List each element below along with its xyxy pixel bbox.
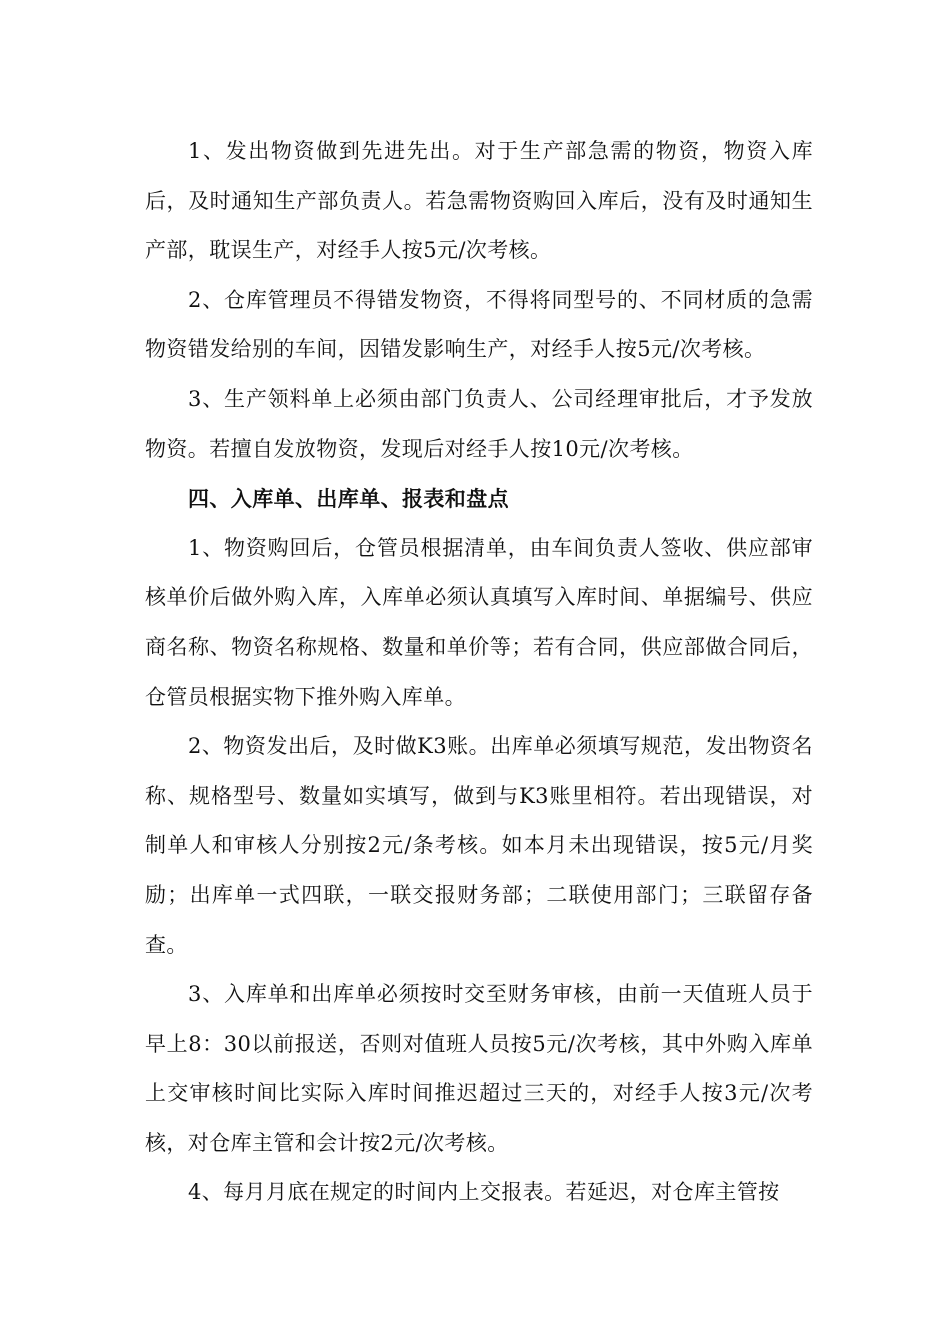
paragraph-monthly-report: 4、每月月底在规定的时间内上交报表。若延迟，对仓库主管按 bbox=[188, 1180, 780, 1205]
paragraph-purchase-receipt: 1、物资购回后，仓管员根据清单，由车间负责人签收、供应部审核单价后做外购入库，入库单必须认真填写入库时间、单据编号、供应商名称、物资名称规格、数量和单价等；若有合同，供应部做合同后，仓管员根据实物下推外购入库单。 bbox=[145, 535, 813, 709]
paragraph-no-wrong-issue: 2、仓库管理员不得错发物资，不得将同型号的、不同材质的急需物资错发给别的车间，因错发影响生产，对经手人按5元/次考核。 bbox=[145, 287, 813, 362]
paragraph-k3-issue-slip: 2、物资发出后，及时做K3账。出库单必须填写规范，发出物资名称、规格型号、数量如实填写，做到与K3账里相符。若出现错误，对制单人和审核人分别按2元/条考核。如本月未出现错误，按5元/月奖励；出库单一式四联，一联交报财务部；二联使用部门；三联留存备查。 bbox=[145, 734, 813, 957]
document-body bbox=[145, 127, 813, 1218]
paragraph-issue-fifo: 1、发出物资做到先进先出。对于生产部急需的物资，物资入库后，及时通知生产部负责人。若急需物资购回入库后，没有及时通知生产部，耽误生产，对经手人按5元/次考核。 bbox=[145, 139, 813, 263]
section-heading-receipts-reports: 四、入库单、出库单、报表和盘点 bbox=[188, 486, 509, 512]
paragraph-submit-for-audit: 3、入库单和出库单必须按时交至财务审核，由前一天值班人员于早上8：30以前报送，否则对值班人员按5元/次考核，其中外购入库单上交审核时间比实际入库时间推迟超过三天的，对经手人按3元/次考核，对仓库主管和会计按2元/次考核。 bbox=[145, 982, 813, 1155]
paragraph-requisition-approval: 3、生产领料单上必须由部门负责人、公司经理审批后，才予发放物资。若擅自发放物资，发现后对经手人按10元/次考核。 bbox=[145, 386, 813, 461]
